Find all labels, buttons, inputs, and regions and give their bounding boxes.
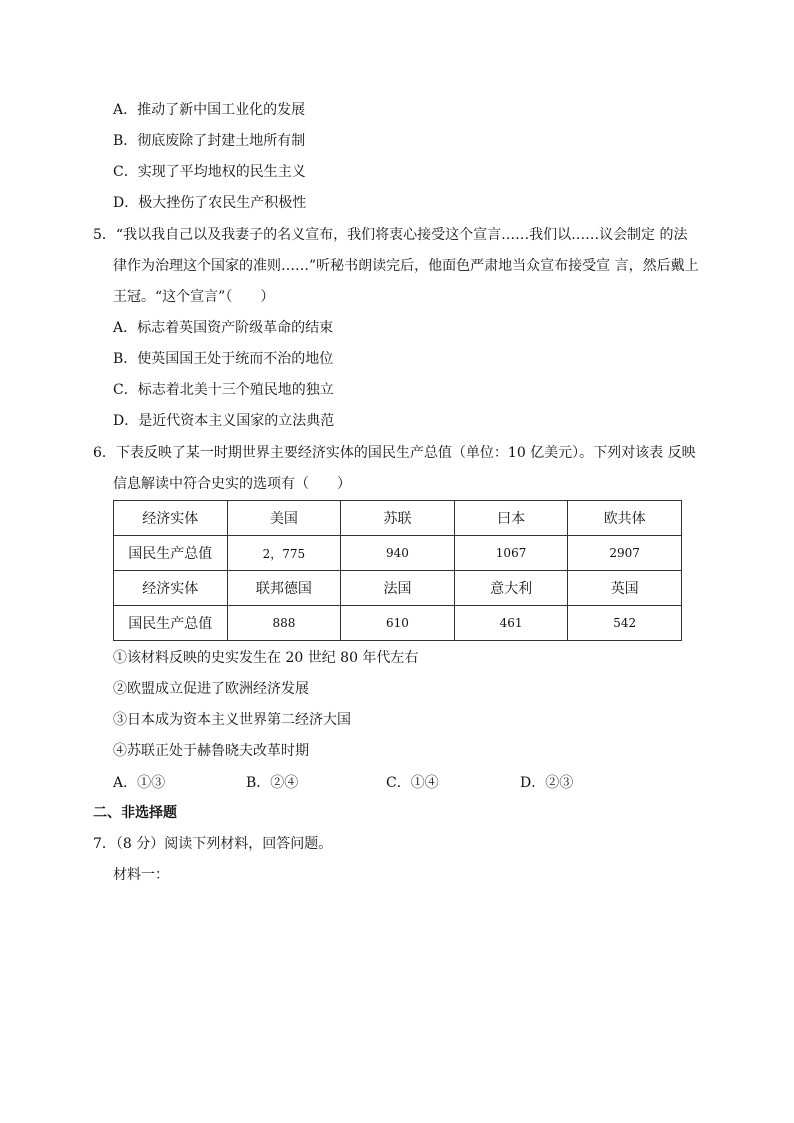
q5-stem-line3: 王冠。“这个宣言”（ ） bbox=[113, 289, 275, 305]
q6-choice-b: B．②④ bbox=[246, 775, 299, 791]
table-cell: 英国 bbox=[568, 571, 682, 606]
table-cell: 曰本 bbox=[454, 501, 568, 536]
table-cell: 意大利 bbox=[454, 571, 568, 606]
section-title: 二、非选择题 bbox=[93, 805, 177, 821]
table-cell: 经济实体 bbox=[114, 571, 228, 606]
q5-option-c: C．标志着北美十三个殖民地的独立 bbox=[113, 382, 334, 398]
gnp-table bbox=[113, 500, 682, 641]
table-cell: 美国 bbox=[227, 501, 341, 536]
table-cell: 542 bbox=[568, 606, 682, 641]
table-cell: 1067 bbox=[454, 536, 568, 571]
q6-statement-2: ②欧盟成立促进了欧洲经济发展 bbox=[113, 681, 309, 697]
table-row bbox=[114, 536, 682, 571]
q5-stem-line2: 律作为治理这个国家的准则……”听秘书朗读完后，他面色严肃地当众宣布接受宣 言，然后戴上 bbox=[113, 258, 699, 274]
table-cell: 461 bbox=[454, 606, 568, 641]
table-cell: 国民生产总值 bbox=[114, 536, 228, 571]
table-row bbox=[114, 606, 682, 641]
q6-stem-line2: 信息解读中符合史实的选项有（ ） bbox=[113, 476, 351, 492]
table-row bbox=[114, 571, 682, 606]
q6-stem-line1: 6．下表反映了某一时期世界主要经济实体的国民生产总值（单位：10 亿美元）。下列对该表 反映 bbox=[93, 445, 696, 461]
table-cell: 联邦德国 bbox=[227, 571, 341, 606]
q7-stem: 7．（8 分）阅读下列材料，回答问题。 bbox=[93, 836, 333, 852]
q5-stem-line1: 5．“我以我自己以及我妻子的名义宣布，我们将衷心接受这个宣言……我们以……议会制定 的法 bbox=[93, 227, 688, 243]
table-row bbox=[114, 501, 682, 536]
q6-statement-1: ①该材料反映的史实发生在 20 世纪 80 年代左右 bbox=[113, 650, 419, 666]
material-1-label: 材料一： bbox=[113, 867, 169, 883]
q4-option-b: B．彻底废除了封建土地所有制 bbox=[113, 133, 306, 149]
table-cell: 经济实体 bbox=[114, 501, 228, 536]
table-cell: 国民生产总值 bbox=[114, 606, 228, 641]
table-cell: 2，775 bbox=[227, 536, 341, 571]
q6-choice-c: C．①④ bbox=[386, 775, 439, 791]
q6-statement-4: ④苏联正处于赫鲁晓夫改革时期 bbox=[113, 743, 309, 759]
q6-choice-a: A．①③ bbox=[113, 775, 166, 791]
q6-choice-d: D．②③ bbox=[520, 775, 574, 791]
table-cell: 苏联 bbox=[341, 501, 455, 536]
table-cell: 法国 bbox=[341, 571, 455, 606]
q5-option-d: D．是近代资本主义国家的立法典范 bbox=[113, 413, 335, 429]
q6-choices bbox=[113, 772, 613, 792]
q4-option-a: A．推动了新中国工业化的发展 bbox=[113, 102, 306, 118]
q4-option-d: D．极大挫伤了农民生产积极性 bbox=[113, 195, 307, 211]
q6-statement-3: ③日本成为资本主义世界第二经济大国 bbox=[113, 712, 351, 728]
table-cell: 欧共体 bbox=[568, 501, 682, 536]
table-cell: 610 bbox=[341, 606, 455, 641]
q4-option-c: C．实现了平均地权的民生主义 bbox=[113, 164, 306, 180]
table-cell: 940 bbox=[341, 536, 455, 571]
q5-option-b: B．使英国国王处于统而不治的地位 bbox=[113, 351, 334, 367]
table-cell: 888 bbox=[227, 606, 341, 641]
table-cell: 2907 bbox=[568, 536, 682, 571]
q5-option-a: A．标志着英国资产阶级革命的结束 bbox=[113, 320, 334, 336]
